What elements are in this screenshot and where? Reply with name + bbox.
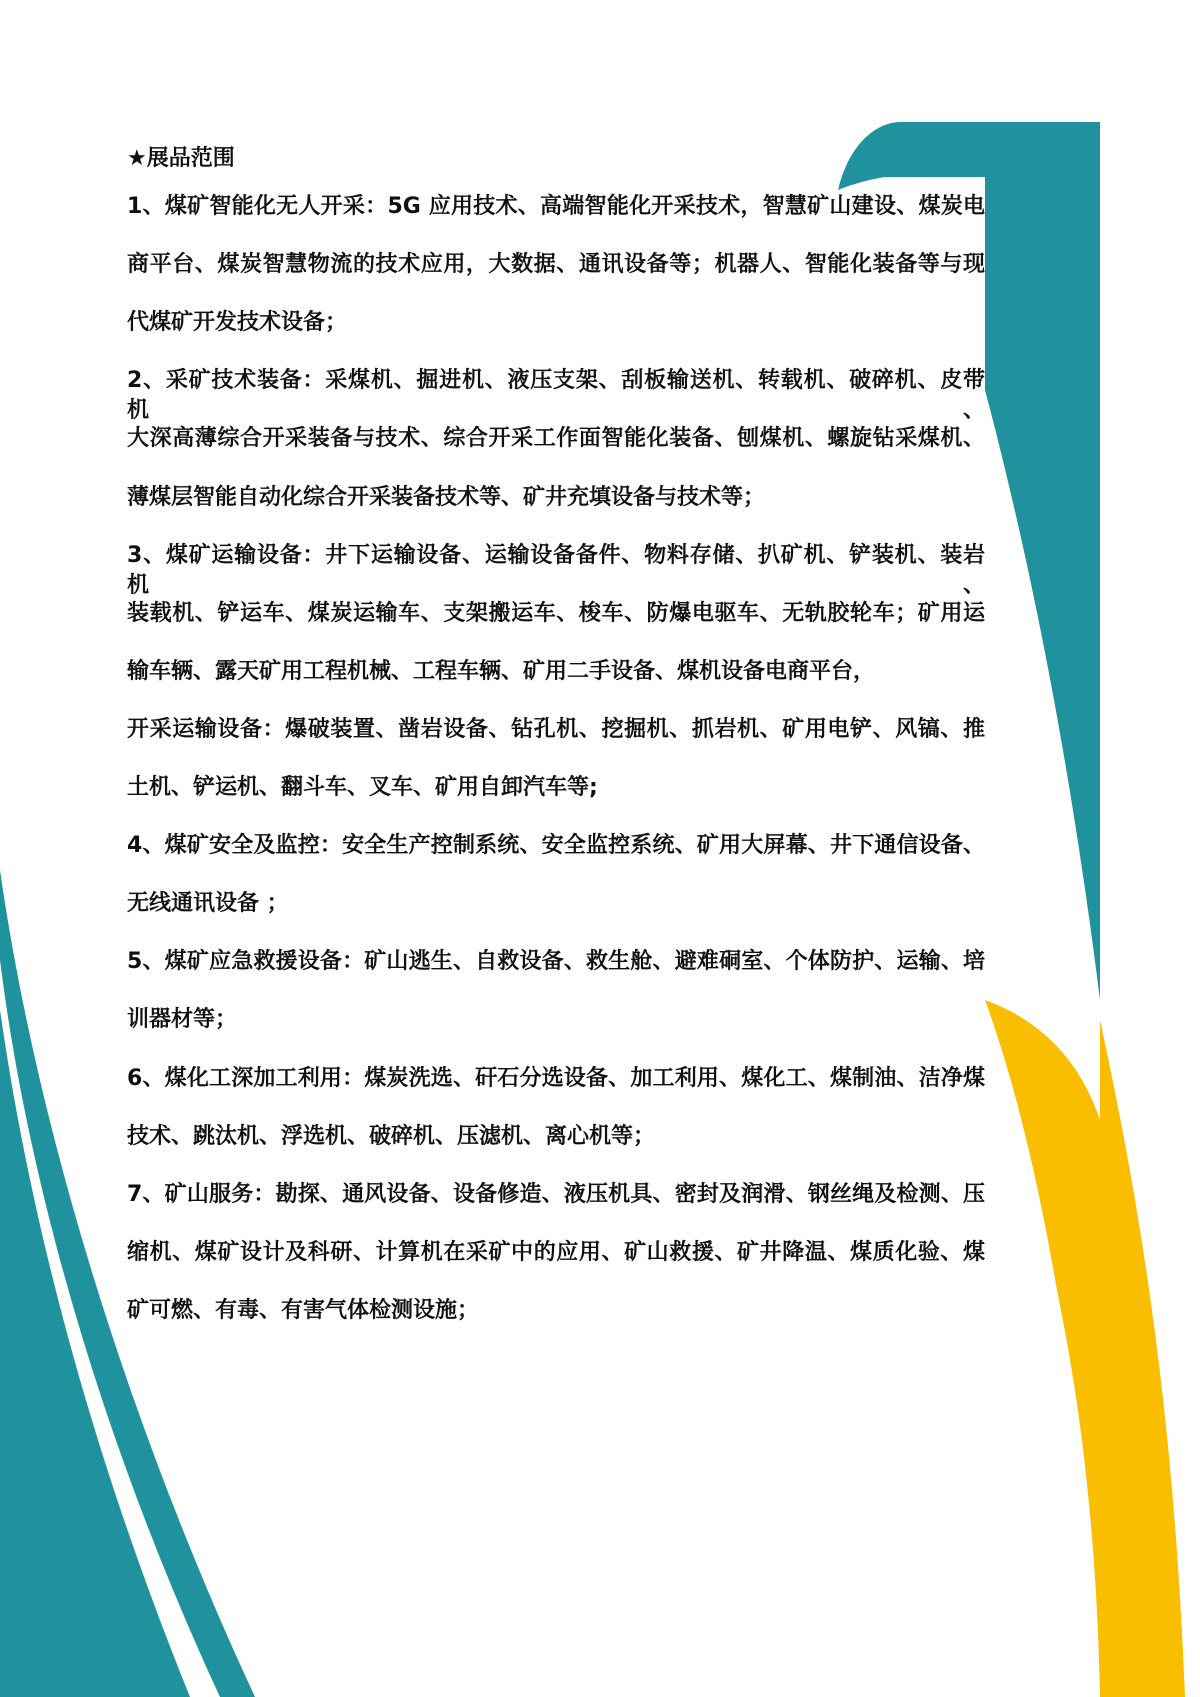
text-line: 2、采矿技术装备：采煤机、掘进机、液压支架、刮板输送机、转载机、破碎机、皮带机、	[127, 368, 985, 424]
text-line: 5、煤矿应急救援设备：矿山逃生、自救设备、救生舱、避难硐室、个体防护、运输、培	[127, 949, 985, 975]
text-line: 技术、跳汰机、浮选机、破碎机、压滤机、离心机等；	[127, 1123, 656, 1149]
text-line: 训器材等；	[127, 1007, 238, 1033]
text-line: 4、煤矿安全及监控：安全生产控制系统、安全监控系统、矿用大屏幕、井下通信设备、	[127, 833, 985, 859]
text-line: 商平台、煤炭智慧物流的技术应用，大数据、通讯设备等；机器人、智能化装备等与现	[127, 252, 985, 278]
text-line: 缩机、煤矿设计及科研、计算机在采矿中的应用、矿山救援、矿井降温、煤质化验、煤	[127, 1239, 985, 1265]
text-line: 输车辆、露天矿用工程机械、工程车辆、矿用二手设备、煤机设备电商平台，	[127, 658, 876, 684]
text-line: 矿可燃、有毒、有害气体检测设施；	[127, 1297, 480, 1323]
text-line: 7、矿山服务：勘探、通风设备、设备修造、液压机具、密封及润滑、钢丝绳及检测、压	[127, 1181, 985, 1207]
section-title: ★展品范围	[127, 146, 235, 171]
text-line: 6、煤化工深加工利用：煤炭洗选、矸石分选设备、加工利用、煤化工、煤制油、洁净煤	[127, 1065, 985, 1091]
text-line: 开采运输设备：爆破装置、凿岩设备、钻孔机、挖掘机、抓岩机、矿用电铲、风镐、推	[127, 716, 985, 742]
text-line: 1、煤矿智能化无人开采：5G 应用技术、高端智能化开采技术，智慧矿山建设、煤炭电	[127, 194, 985, 219]
text-line: 代煤矿开发技术设备；	[127, 310, 348, 336]
text-line: 3、煤矿运输设备：井下运输设备、运输设备备件、物料存储、扒矿机、铲装机、装岩机、	[127, 542, 985, 598]
text-line: 无线通讯设备 ；	[127, 891, 289, 917]
text-line: 大深高薄综合开采装备与技术、综合开采工作面智能化装备、刨煤机、螺旋钻采煤机、	[127, 426, 985, 452]
text-line: 装载机、铲运车、煤炭运输车、支架搬运车、梭车、防爆电驱车、无轨胶轮车；矿用运	[127, 600, 985, 626]
text-line: 薄煤层智能自动化综合开采装备技术等、矿井充填设备与技术等；	[127, 484, 766, 510]
text-line: 土机、铲运机、翻斗车、叉车、矿用自卸汽车等;	[127, 775, 598, 800]
